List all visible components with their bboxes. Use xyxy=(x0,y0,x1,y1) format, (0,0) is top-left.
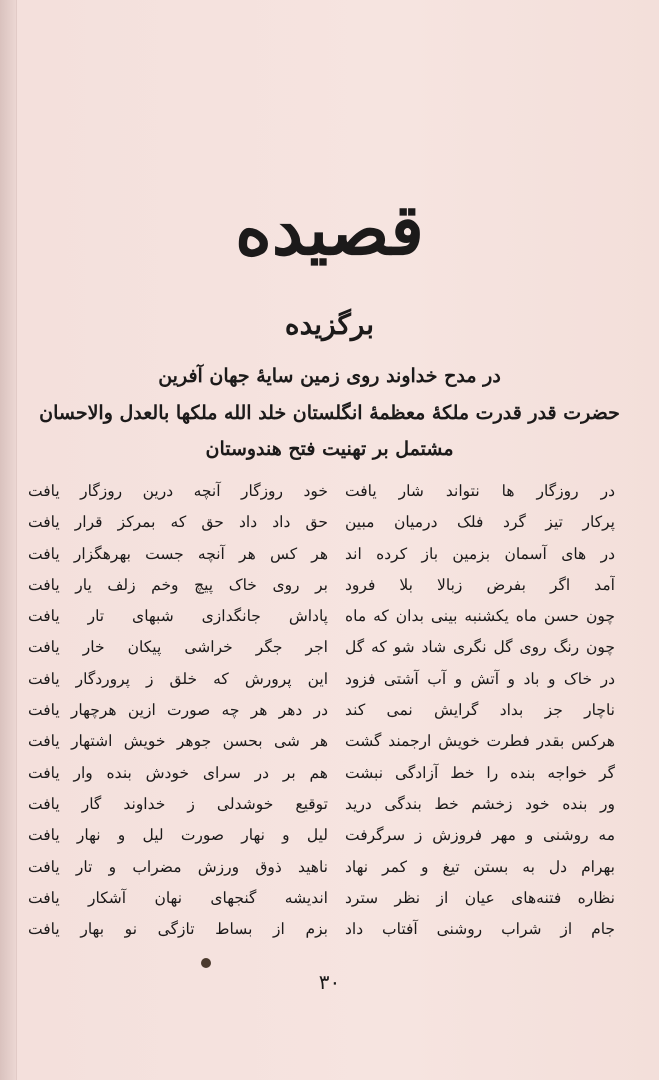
verse-line: پرکار تیز گرد فلک درمیان مبین xyxy=(345,513,615,532)
verse-line: بزم از بساط تازگی نو بهار یافت xyxy=(28,920,328,939)
verse-line: بر روی خاک پیچ وخم زلف یار یافت xyxy=(28,575,328,594)
verse-line: در روزگار ها نتواند شار یافت xyxy=(345,482,615,500)
poem-subtitle: برگزیده xyxy=(284,308,375,341)
verse-line: اندیشه گنجهای نهان آشکار یافت xyxy=(28,888,328,907)
verse-line: خود روزگار آنچه درین روزگار یافت xyxy=(28,482,328,500)
verse-line: گر خواجه بنده را خط آزادگی نبشت xyxy=(345,763,615,782)
verse-line: در خاک و باد و آتش و آب آشتی فزود xyxy=(345,669,615,688)
heading-line-2: حضرت قدر قدرت ملکهٔ معظمهٔ انگلستان خلد الله ملکها بالعدل والاحسان xyxy=(39,402,620,424)
verse-column-right xyxy=(345,476,615,945)
verse-line: پاداش جانگدازی شبهای تار یافت xyxy=(28,607,328,626)
heading-line-3: مشتمل بر تهنیت فتح هندوستان xyxy=(205,438,454,460)
verse-line: اجر جگر خراشی پیکان خار یافت xyxy=(28,638,328,657)
page-number: ۳۰ xyxy=(318,970,341,994)
verse-line: حق داد داد حق که بمرکز قرار یافت xyxy=(28,513,328,532)
verse-line: نظاره فتنه‌های عیان از نظر سترد xyxy=(345,888,615,907)
verse-line: هم بر در سرای خودش بنده وار یافت xyxy=(28,763,328,782)
verse-line: بهرام دل به بستن تیغ و کمر نهاد xyxy=(345,857,615,876)
page-edge xyxy=(0,0,17,1080)
verse-line: چون رنگ روی گل نگری شاد شو که گل xyxy=(345,638,615,657)
verse-line: لیل و نهار صورت لیل و نهار یافت xyxy=(28,826,328,845)
heading-line-1: در مدح خداوند روی زمین سایهٔ جهان آفرین xyxy=(158,365,501,387)
verse-column-left xyxy=(28,476,328,945)
verse-line: در دهر هر چه صورت ازین هرچهار یافت xyxy=(28,701,328,720)
verse-line: چون حسن ماه یکشنبه بینی بدان که ماه xyxy=(345,607,615,626)
verse-line: ناچار جز بداد گرایش نمی کند xyxy=(345,701,615,720)
verse-line: ناهید ذوق ورزش مضراب و تار یافت xyxy=(28,857,328,876)
verse-line: این پرورش که خلق ز پروردگار یافت xyxy=(28,669,328,688)
poem-title: قصیده xyxy=(235,188,424,271)
ink-blot xyxy=(201,958,211,968)
verse-line: هر کس هر آنچه جست بهرهگزار یافت xyxy=(28,544,328,563)
verse-line: مه روشنی و مهر فروزش ز سرگرفت xyxy=(345,826,615,845)
verse-line: جام از شراب روشنی آفتاب داد xyxy=(345,920,615,939)
verse-line: ور بنده خود زخشم خط بندگی درید xyxy=(345,794,615,813)
verse-line: در های آسمان بزمین باز کرده اند xyxy=(345,544,615,563)
verse-line: آمد اگر بفرض زبالا بلا فرود xyxy=(345,575,615,594)
verse-line: توقیع خوشدلی ز خداوند گار یافت xyxy=(28,794,328,813)
verse-line: هرکس بقدر فطرت خویش ارجمند گشت xyxy=(345,732,615,751)
verse-line: هر شی بحسن جوهر خویش اشتهار یافت xyxy=(28,732,328,751)
